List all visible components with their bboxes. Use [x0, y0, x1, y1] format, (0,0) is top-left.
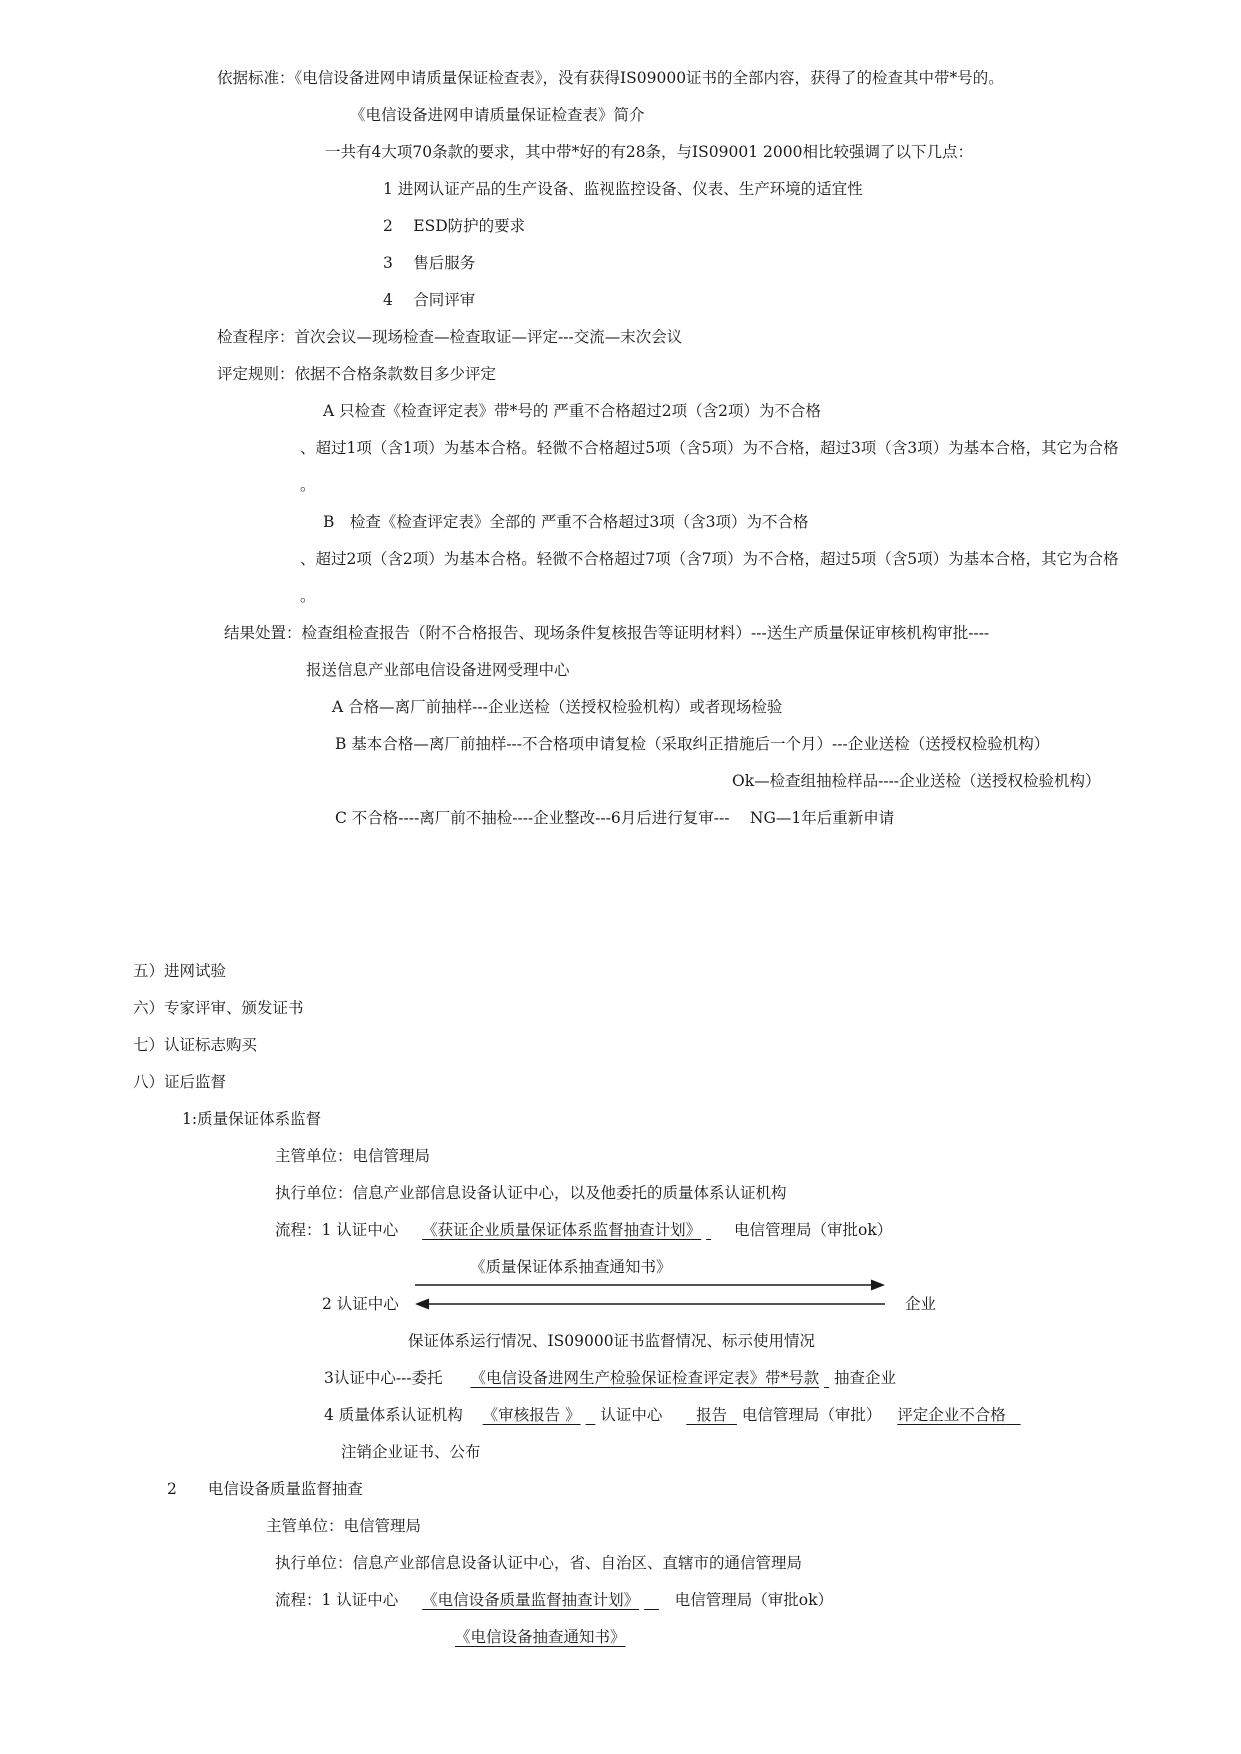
step2-left: 2 认证中心 — [322, 1295, 399, 1313]
result-b-line: B 基本合格—离厂前抽样---不合格项申请复检（采取纠正措施后一个月）---企业送检（送授权检验机构） — [335, 735, 1050, 753]
step4-verdict: 评定企业不合格 — [897, 1406, 1006, 1424]
point-item: 1 进网认证产品的生产设备、监视监控设备、仪表、生产环境的适宜性 — [383, 180, 863, 198]
result-c-line: C 不合格----离厂前不抽检----企业整改---6月后进行复审--- NG—1年后重新申请 — [335, 809, 895, 827]
step3-suffix: 抽查企业 — [834, 1369, 897, 1387]
rule-a-line: 。 — [300, 476, 316, 494]
procedure-line: 检查程序：首次会议—现场检查—检查取证—评定---交流—末次会议 — [217, 328, 683, 346]
point-item: 3 售后服务 — [383, 254, 476, 272]
intro-title: 《电信设备进网申请质量保证检查表》简介 — [350, 106, 645, 124]
rule-title: 评定规则：依据不合格条款数目多少评定 — [217, 365, 497, 383]
notice-label: 《电信设备抽查通知书》 — [455, 1628, 626, 1646]
result-b-ok-line: Ok—检查组抽检样品----企业送检（送授权检验机构） — [732, 772, 1101, 790]
authority-line: 主管单位：电信管理局 — [275, 1147, 431, 1165]
flow-plan: 《获证企业质量保证体系监督抽查计划》 — [422, 1221, 702, 1239]
subsection-title: 1:质量保证体系监督 — [182, 1110, 322, 1128]
step4-line — [324, 1405, 1021, 1425]
arrow-right-icon — [415, 1278, 885, 1292]
rule-b-line: 。 — [300, 587, 316, 605]
step4-bureau: 电信管理局（审批） — [741, 1406, 882, 1424]
intro-text: 一共有4大项70条款的要求，其中带*好的有28条，与IS09001 2000相比较强调了以下几点： — [325, 143, 973, 161]
flow-approve: 电信管理局（审批ok） — [674, 1591, 834, 1609]
section-heading: 七）认证标志购买 — [133, 1036, 258, 1054]
step4-prefix: 4 质量体系认证机构 — [324, 1406, 463, 1424]
flow-label: 流程：1 认证中心 — [275, 1591, 399, 1609]
section-heading: 五）进网试验 — [133, 962, 227, 980]
result-a-line: A 合格—离厂前抽样---企业送检（送授权检验机构）或者现场检验 — [332, 698, 783, 716]
step3-doc: 《电信设备进网生产检验保证检查评定表》带*号款 — [470, 1369, 820, 1387]
result-line: 结果处置：检查组检查报告（附不合格报告、现场条件复核报告等证明材料）---送生产质量保证审核机构审批---- — [224, 624, 990, 642]
step3-line — [324, 1368, 896, 1388]
rule-a-line: 、超过1项（含1项）为基本合格。轻微不合格超过5项（含5项）为不合格，超过3项（含3项）为基本合格，其它为合格 — [300, 439, 1119, 457]
result-line: 报送信息产业部电信设备进网受理中心 — [306, 661, 570, 679]
rule-a-line: A 只检查《检查评定表》带*号的 严重不合格超过2项（含2项）为不合格 — [323, 402, 822, 420]
step4-report: 《审核报告 》 — [482, 1406, 581, 1424]
step2-right: 企业 — [905, 1295, 937, 1313]
notice-label: 《质量保证体系抽查通知书》 — [470, 1258, 672, 1276]
authority-line: 主管单位：电信管理局 — [266, 1517, 422, 1535]
flow-approve: 电信管理局（审批ok） — [734, 1221, 893, 1239]
executor-line: 执行单位：信息产业部信息设备认证中心，以及他委托的质量体系认证机构 — [275, 1184, 787, 1202]
step4-end: 注销企业证书、公布 — [341, 1443, 481, 1461]
rule-b-line: 、超过2项（含2项）为基本合格。轻微不合格超过7项（含7项）为不合格，超过5项（含5项）为基本合格，其它为合格 — [300, 550, 1119, 568]
step4-center: 认证中心 — [600, 1406, 663, 1424]
section-heading: 六）专家评审、颁发证书 — [133, 999, 304, 1017]
rule-b-line: B 检查《检查评定表》全部的 严重不合格超过3项（含3项）为不合格 — [323, 513, 809, 531]
executor-line: 执行单位：信息产业部信息设备认证中心，省、自治区、直辖市的通信管理局 — [275, 1554, 803, 1572]
standard-line: 依据标准：《电信设备进网申请质量保证检查表》，没有获得IS09000证书的全部内容，获得了的检查其中带*号的。 — [217, 69, 1004, 87]
subsection-title: 2 电信设备质量监督抽查 — [167, 1480, 363, 1498]
step3-prefix: 3认证中心---委托 — [324, 1369, 443, 1387]
point-item: 2 ESD防护的要求 — [383, 217, 526, 235]
arrow-left-icon — [415, 1297, 885, 1311]
feedback-line: 保证体系运行情况、IS09000证书监督情况、标示使用情况 — [408, 1332, 816, 1350]
flow-plan: 《电信设备质量监督抽查计划》 — [422, 1591, 640, 1609]
point-item: 4 合同评审 — [383, 291, 476, 309]
flow-line — [275, 1220, 892, 1240]
section-heading: 八）证后监督 — [133, 1073, 227, 1091]
flow-label: 流程：1 认证中心 — [275, 1221, 399, 1239]
flow-line — [275, 1590, 833, 1610]
step4-report2: 报告 — [696, 1406, 728, 1424]
